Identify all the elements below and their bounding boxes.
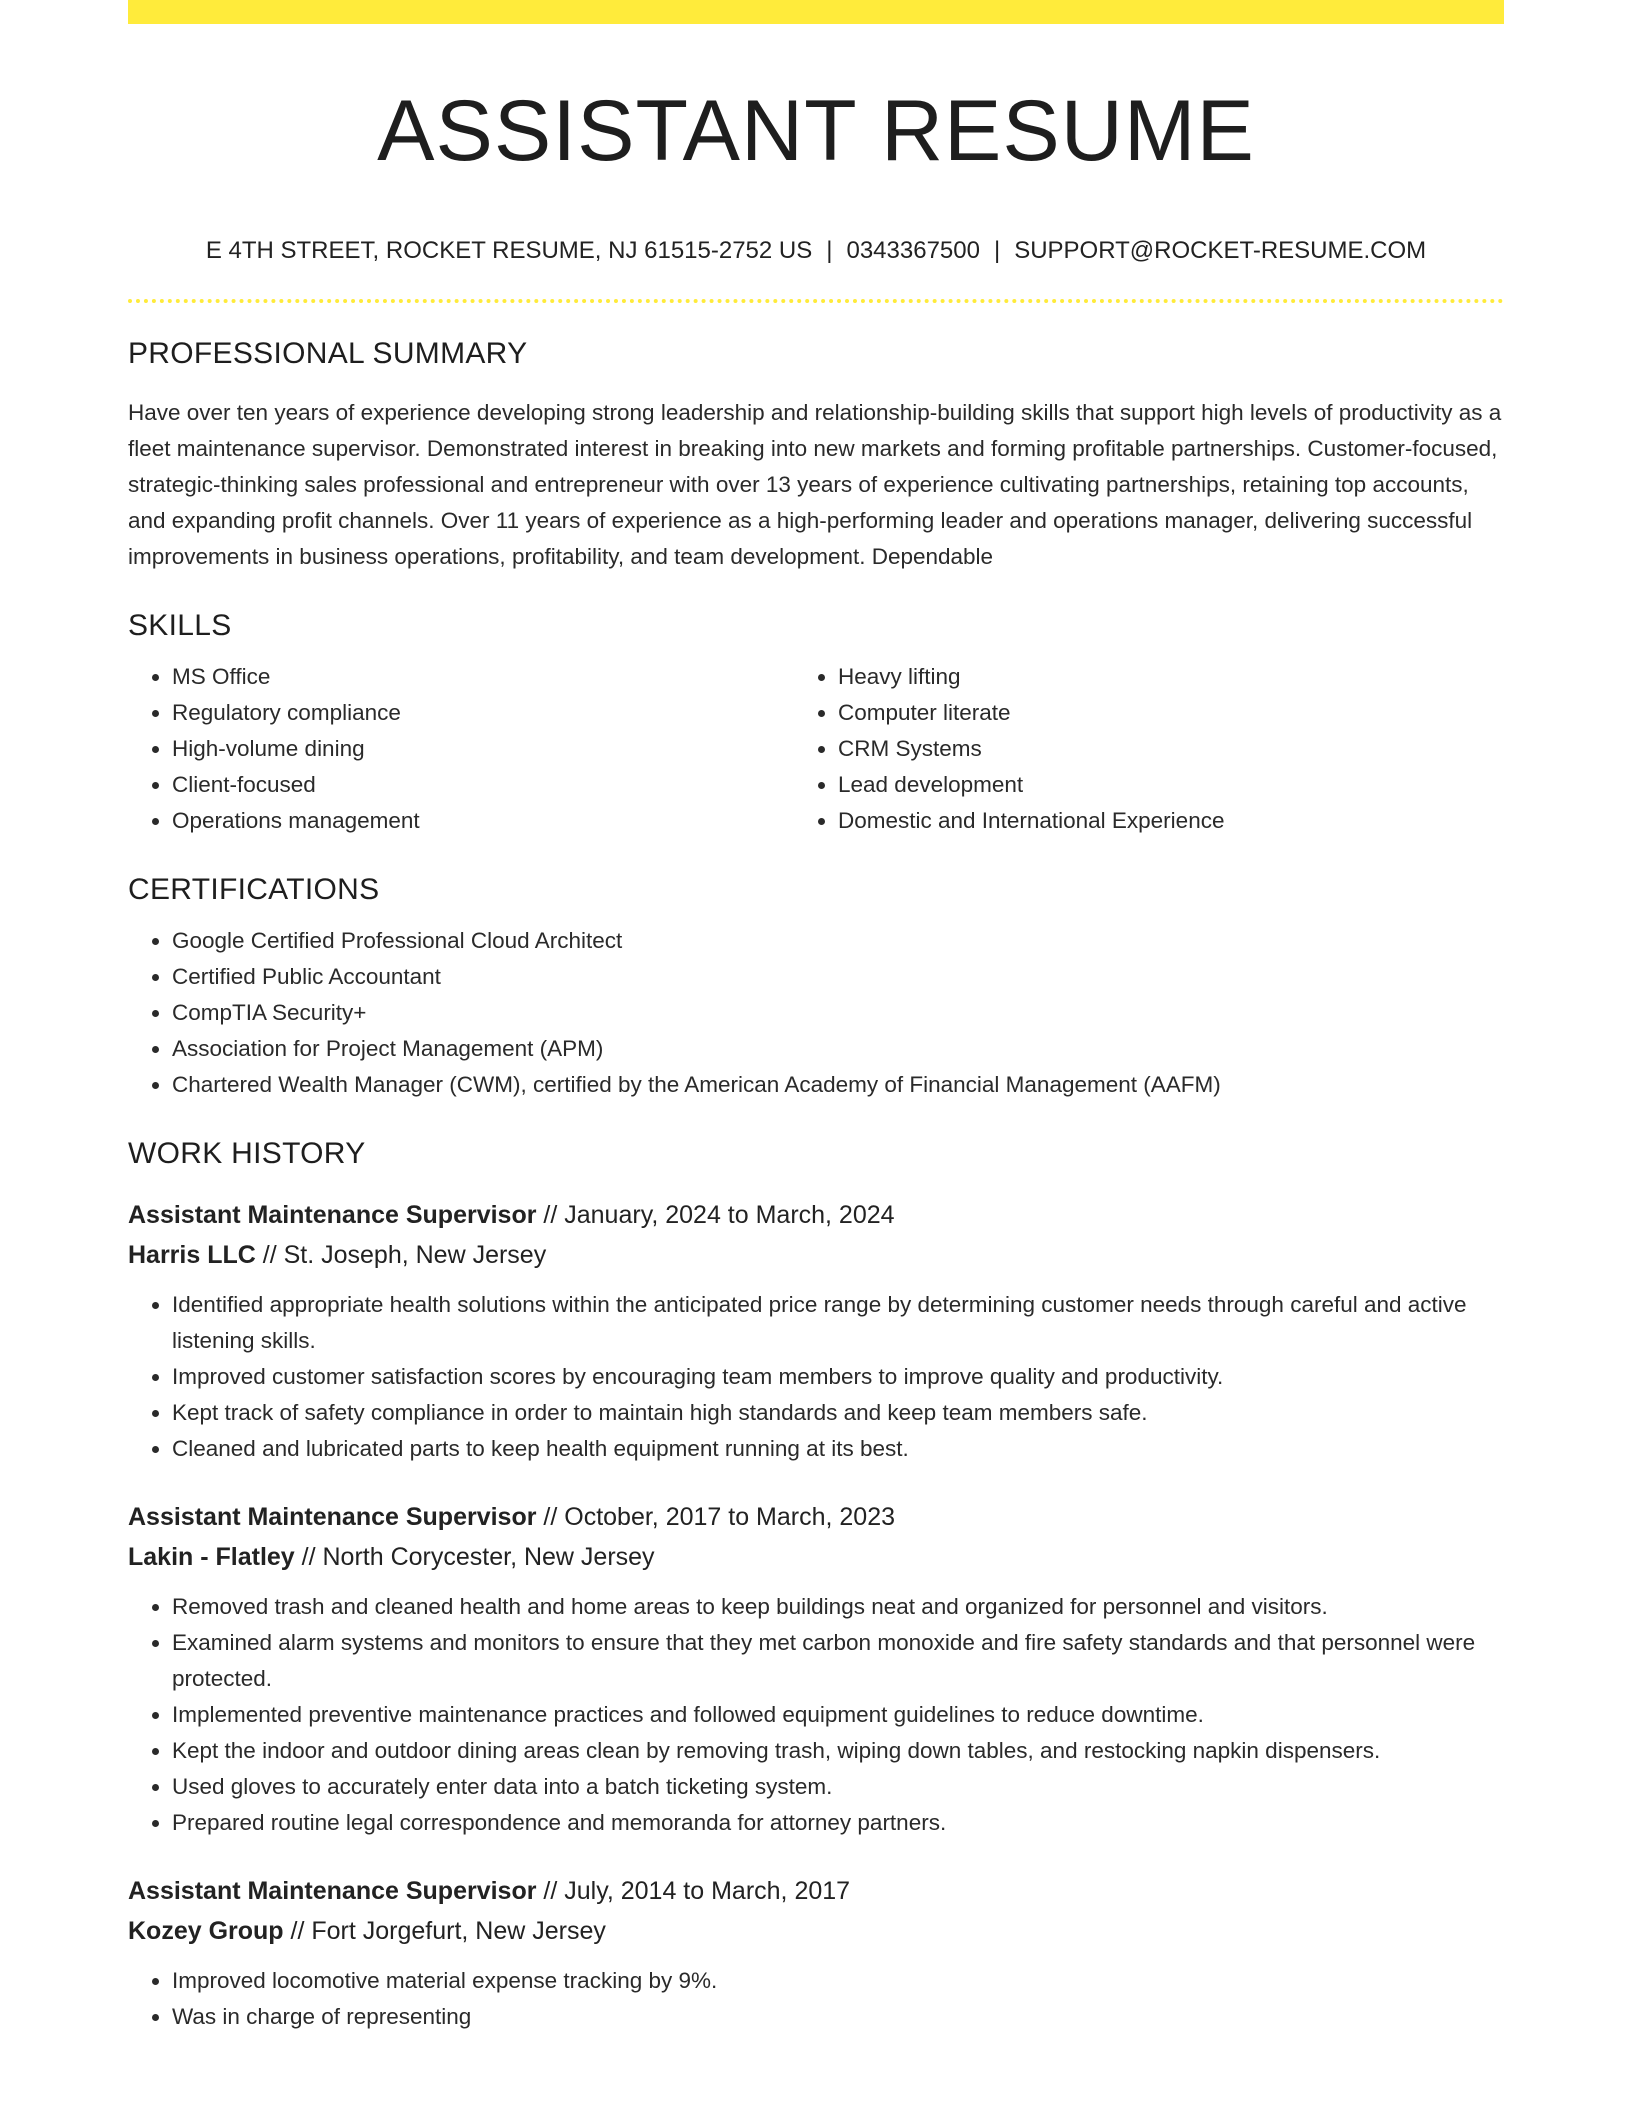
job-role: Assistant Maintenance Supervisor	[128, 1502, 537, 1531]
job-dates: // July, 2014 to March, 2017	[536, 1876, 851, 1905]
job-title-line	[128, 1497, 1504, 1537]
job-title-line	[128, 1195, 1504, 1235]
skill-item: • MS Office	[172, 659, 838, 695]
certifications-list	[128, 923, 1504, 1103]
job-title-line	[128, 1871, 1504, 1911]
skill-item: • CRM Systems	[838, 731, 1504, 767]
certification-item: • Certified Public Accountant	[172, 959, 1504, 995]
job-bullet: • Implemented preventive maintenance practices and followed equipment guidelines to reduce downtime.	[172, 1697, 1504, 1733]
job-bullet: • Removed trash and cleaned health and home areas to keep buildings neat and organized for personnel and visitors.	[172, 1589, 1504, 1625]
job-location: // St. Joseph, New Jersey	[255, 1240, 547, 1269]
skill-item: • Domestic and International Experience	[838, 803, 1504, 839]
contact-line	[128, 237, 1504, 265]
job-bullet: • Kept track of safety compliance in order to maintain high standards and keep team members safe.	[172, 1395, 1504, 1431]
certification-item: • Chartered Wealth Manager (CWM), certified by the American Academy of Financial Management (AAFM)	[172, 1067, 1504, 1103]
certification-item: • Association for Project Management (APM)	[172, 1031, 1504, 1067]
skill-item: • Operations management	[172, 803, 838, 839]
certifications-section	[128, 873, 1504, 1103]
top-accent-bar	[128, 0, 1504, 24]
job-bullet: • Improved customer satisfaction scores by encouraging team members to improve quality and productivity.	[172, 1359, 1504, 1395]
job-role: Assistant Maintenance Supervisor	[128, 1876, 537, 1905]
job-location: // Fort Jorgefurt, New Jersey	[283, 1916, 606, 1945]
contact-separator: |	[993, 236, 1001, 264]
job-dates: // October, 2017 to March, 2023	[536, 1502, 896, 1531]
job-bullet: • Cleaned and lubricated parts to keep health equipment running at its best.	[172, 1431, 1504, 1467]
contact-address: E 4TH STREET, ROCKET RESUME, NJ 61515-2752 US	[205, 236, 813, 264]
job-company-line	[128, 1911, 1504, 1951]
job-entry	[128, 1871, 1504, 2035]
job-bullet: • Used gloves to accurately enter data into a batch ticketing system.	[172, 1769, 1504, 1805]
summary-section	[128, 337, 1504, 575]
skill-item: • Lead development	[838, 767, 1504, 803]
resume-page	[128, 0, 1504, 2035]
resume-title: ASSISTANT RESUME	[377, 83, 1255, 179]
skill-item: • Heavy lifting	[838, 659, 1504, 695]
job-company: Kozey Group	[128, 1916, 284, 1945]
job-bullet: • Improved locomotive material expense tracking by 9%.	[172, 1963, 1504, 1999]
skills-section	[128, 609, 1504, 839]
job-bullets	[128, 1589, 1504, 1841]
work-history-section	[128, 1137, 1504, 2035]
contact-separator: |	[826, 236, 833, 264]
job-entry	[128, 1195, 1504, 1467]
contact-phone: 0343367500	[846, 236, 980, 264]
job-role: Assistant Maintenance Supervisor	[128, 1200, 537, 1229]
contact-email: SUPPORT@ROCKET-RESUME.COM	[1014, 236, 1427, 264]
job-entry	[128, 1497, 1504, 1841]
job-company: Harris LLC	[128, 1240, 256, 1269]
certification-item: • CompTIA Security+	[172, 995, 1504, 1031]
dotted-divider	[128, 299, 1504, 303]
job-company: Lakin - Flatley	[128, 1542, 295, 1571]
job-bullet: • Examined alarm systems and monitors to ensure that they met carbon monoxide and fire safety standards and that personnel were protected.	[172, 1625, 1504, 1697]
summary-text: Have over ten years of experience developing strong leadership and relationship-building skills that support high levels of productivity as a fleet maintenance supervisor. Demonstrated interest in breaking into new markets and forming profitable partnerships. Customer-focused, strategic-thinking sales professional and entrepreneur with over 13 years of experience cultivating partnerships, retaining top accounts, and expanding profit channels. Over 11 years of experience as a high-performing leader and operations manager, delivering successful improvements in business operations, profitability, and team development. Dependable	[128, 399, 1502, 569]
skills-heading: SKILLS	[128, 608, 232, 642]
job-bullet: • Identified appropriate health solutions within the anticipated price range by determining customer needs through careful and active listening skills.	[172, 1287, 1504, 1359]
work-history-heading: WORK HISTORY	[128, 1136, 366, 1170]
job-location: // North Corycester, New Jersey	[294, 1542, 655, 1571]
job-bullets	[128, 1963, 1504, 2035]
job-dates: // January, 2024 to March, 2024	[536, 1200, 895, 1229]
summary-heading: PROFESSIONAL SUMMARY	[128, 336, 528, 370]
skills-list	[128, 659, 1504, 839]
certification-item: • Google Certified Professional Cloud Architect	[172, 923, 1504, 959]
certifications-heading: CERTIFICATIONS	[128, 872, 380, 906]
job-company-line	[128, 1537, 1504, 1577]
job-bullets	[128, 1287, 1504, 1467]
job-company-line	[128, 1235, 1504, 1275]
skill-item: • High-volume dining	[172, 731, 838, 767]
job-bullet: • Kept the indoor and outdoor dining areas clean by removing trash, wiping down tables, and restocking napkin dispensers.	[172, 1733, 1504, 1769]
skill-item: • Computer literate	[838, 695, 1504, 731]
job-bullet: • Prepared routine legal correspondence and memoranda for attorney partners.	[172, 1805, 1504, 1841]
skill-item: • Regulatory compliance	[172, 695, 838, 731]
skill-item: • Client-focused	[172, 767, 838, 803]
job-bullet: • Was in charge of representing	[172, 1999, 1504, 2035]
